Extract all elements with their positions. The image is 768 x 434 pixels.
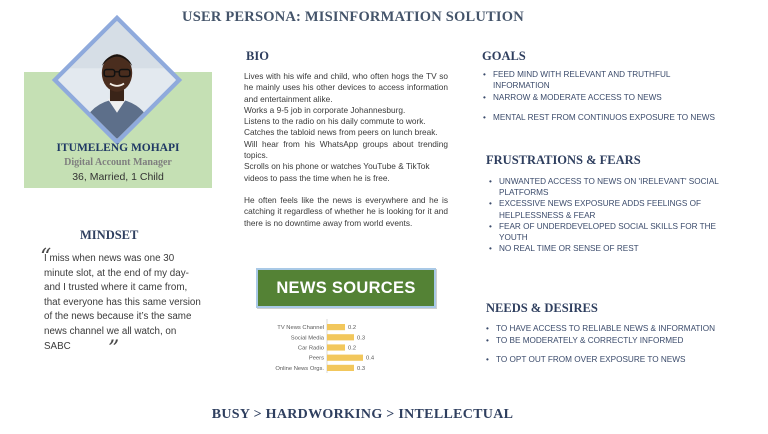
goals-list [481,69,721,123]
mindset-quote: I miss when news was one 30 minute slot, at the end of my day- and I trusted where it came from, that everyone has this same version of the news because it’s the same news channel we all watch, on SABC [44,253,201,352]
goal-item: • NARROW & MODERATE ACCESS TO NEWS [481,92,721,103]
chart-value-label: 0.4 [366,355,375,362]
frustration-item: • NO REAL TIME OR SENSE OF REST [487,243,723,254]
persona-tagline: BUSY > HARDWORKING > INTELLECTUAL [211,407,514,422]
chart-category-label: Car Radio [297,345,324,352]
chart-bar [327,355,363,361]
chart-category-label: Online News Orgs. [275,365,324,372]
chart-category-label: Peers [308,355,324,362]
persona-role: Digital Account Manager [64,157,172,168]
bio-line: Listens to the radio on his daily commute to work. [244,116,426,127]
bio-line: Works a 9-5 job in corporate Johannesburg. [244,104,406,115]
persona-name: ITUMELENG MOHAPI [56,142,180,154]
chart-category-label: Social Media [290,335,324,342]
chart-bar [327,334,354,340]
bio-heading: BIO [246,49,269,63]
frustrations-heading: FRUSTRATIONS & FEARS [486,153,641,167]
need-item: • TO OPT OUT FROM OVER EXPOSURE TO NEWS [484,354,734,365]
need-item: • TO BE MODERATELY & CORRECTLY INFORMED [484,335,734,346]
persona-demographics: 36, Married, 1 Child [72,171,164,183]
chart-value-label: 0.3 [357,365,366,372]
bio-closing: He often feels like the news is everywhere and he is catching it regardless of whether he is looking for it and there is no downtime away from world events. [244,194,448,228]
chart-bar [327,324,345,330]
chart-value-label: 0.2 [348,325,357,332]
chart-bar [327,365,354,371]
goals-heading: GOALS [482,49,526,63]
frustration-item: • FEAR OF UNDERDEVELOPED SOCIAL SKILLS FOR THE YOUTH [487,221,723,243]
bio-text [244,71,448,229]
goal-item: • FEED MIND WITH RELEVANT AND TRUTHFUL INFORMATION [481,69,721,91]
portrait-illustration [59,22,176,139]
goal-item: • MENTAL REST FROM CONTINUOS EXPOSURE TO NEWS [481,112,721,123]
bio-line: Will hear from his WhatsApp groups about trending topics. [244,138,448,161]
need-item: • TO HAVE ACCESS TO RELIABLE NEWS & INFORMATION [484,323,734,334]
mindset-heading: MINDSET [80,228,139,242]
needs-heading: NEEDS & DESIRES [486,301,598,315]
frustration-item: • EXCESSIVE NEWS EXPOSURE ADDS FEELINGS OF HELPLESSNESS & FEAR [487,198,723,220]
frustration-item: • UNWANTED ACCESS TO NEWS ON 'IRELEVANT' SOCIAL PLATFORMS [487,176,723,198]
chart-value-label: 0.3 [357,335,366,342]
bio-line: Lives with his wife and child, who often hogs the TV so he mainly uses his other devices to access information and entertainment alike. [244,71,448,104]
frustrations-list [487,176,723,254]
open-quote-mark: “ [40,245,52,270]
news-sources-chart [250,318,440,380]
news-sources-banner: NEWS SOURCES [256,268,436,308]
bio-line: Scrolls on his phone or watches YouTube & TikTok videos to pass the time when he is free. [244,161,430,183]
avatar-frame [52,15,182,145]
chart-value-label: 0.2 [348,345,357,352]
close-quote-mark: ” [108,337,120,362]
avatar [53,16,181,144]
chart-category-label: TV News Channel [277,325,324,332]
page-title: USER PERSONA: MISINFORMATION SOLUTION [182,9,524,25]
chart-bar [327,344,345,350]
avatar-photo-area [58,21,176,139]
needs-list [484,323,734,366]
bio-line: Catches the tabloid news from peers on lunch break. [244,127,438,138]
